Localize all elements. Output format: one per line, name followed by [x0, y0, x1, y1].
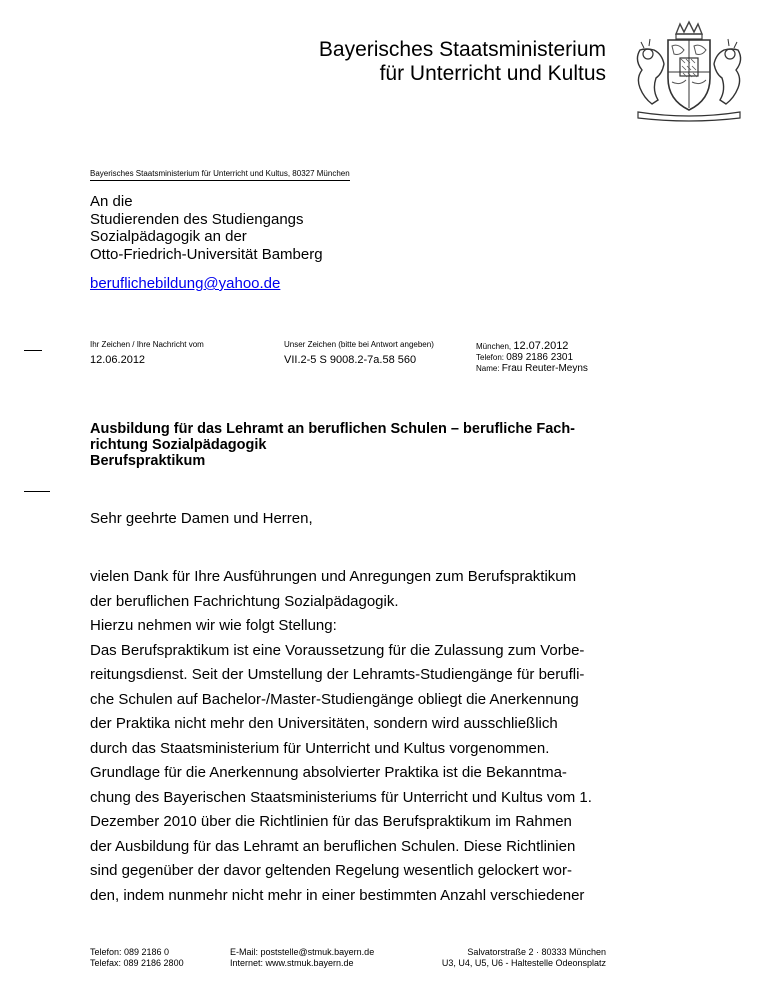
your-reference-label: Ihr Zeichen / Ihre Nachricht vom [90, 340, 204, 349]
name-label: Name: [476, 364, 500, 373]
body-line: chung des Bayerischen Staatsministeriums für Unterricht und Kultus vom 1. [90, 788, 592, 806]
footer-address-block [442, 947, 606, 969]
body-line: der beruflichen Fachrichtung Sozialpädagogik. [90, 592, 399, 610]
fold-mark [24, 491, 50, 492]
body-line: sind gegenüber der davor geltenden Regelung wesentlich gelockert wor- [90, 862, 572, 879]
footer-internet[interactable]: Internet: www.stmuk.bayern.de [230, 958, 354, 968]
ministry-heading [319, 38, 606, 86]
letter-date: 12.07.2012 [513, 340, 569, 352]
subject-line: richtung Sozialpädagogik [90, 437, 267, 453]
recipient-line: An die [90, 193, 133, 210]
ministry-name-line2: für Unterricht und Kultus [379, 62, 606, 85]
recipient-line: Studierenden des Studiengangs [90, 210, 304, 228]
subject-line: Ausbildung für das Lehramt an beruflichen Schulen – berufliche Fach- [90, 421, 576, 437]
body-line: reitungsdienst. Seit der Umstellung der Lehramts-Studiengänge für berufli- [90, 666, 585, 683]
phone-label: Telefon: [476, 353, 505, 362]
our-reference [284, 340, 434, 367]
body-line: der Ausbildung für das Lehramt an beruflichen Schulen. Diese Richtlinien [90, 837, 576, 855]
contact-name: Frau Reuter-Meyns [501, 363, 588, 374]
body-line: Grundlage für die Anerkennung absolvierter Praktika ist die Bekanntma- [90, 764, 567, 781]
body-line: der Praktika nicht mehr den Universitäten, sondern wird ausschließlich [90, 715, 558, 732]
salutation: Sehr geehrte Damen und Herren, [90, 510, 313, 527]
body-line: vielen Dank für Ihre Ausführungen und Anregungen zum Berufspraktikum [90, 568, 577, 585]
letter-subject [90, 421, 630, 469]
recipient-line: Sozialpädagogik an der [90, 228, 247, 245]
recipient-email-link[interactable]: beruflichebildung@yahoo.de [90, 275, 281, 292]
fold-mark [24, 350, 42, 351]
body-line: Das Berufspraktikum ist eine Voraussetzung für die Zulassung zum Vorbe- [90, 641, 585, 659]
footer-email[interactable]: E-Mail: poststelle@stmuk.bayern.de [230, 947, 375, 957]
body-line: che Schulen auf Bachelor-/Master-Studiengänge obliegt die Anerkennung [90, 690, 579, 708]
ministry-name-line1: Bayerisches Staatsministerium [318, 38, 606, 61]
footer-phone: Telefon: 089 2186 0 [90, 947, 170, 957]
your-reference-value: 12.06.2012 [90, 354, 146, 366]
footer-address: Salvatorstraße 2 · 80333 München [467, 947, 606, 957]
sender-return-address: Bayerisches Staatsministerium für Unterricht und Kultus, 80327 München [90, 169, 350, 181]
bavarian-coat-of-arms-icon [630, 20, 748, 124]
footer-phone-block [90, 947, 184, 969]
body-line: Dezember 2010 über die Richtlinien für das Berufspraktikum im Rahmen [90, 813, 572, 830]
our-reference-value: VII.2-5 S 9008.2-7a.58 560 [284, 354, 417, 366]
letter-body [90, 565, 650, 908]
body-line: den, indem nunmehr nicht mehr in einer bestimmten Anzahl verschiedener [90, 886, 585, 904]
your-reference [90, 340, 204, 367]
footer-online-block [230, 947, 374, 969]
footer-fax: Telefax: 089 2186 2800 [90, 958, 184, 968]
place-label: München, [476, 342, 512, 351]
footer-transit: U3, U4, U5, U6 - Haltestelle Odeonsplatz [441, 958, 606, 968]
subject-line: Berufspraktikum [90, 453, 206, 469]
contact-details [476, 341, 588, 374]
body-line: Hierzu nehmen wir wie folgt Stellung: [90, 617, 337, 634]
our-reference-label: Unser Zeichen (bitte bei Antwort angeben) [284, 340, 434, 349]
recipient-line: Otto-Friedrich-Universität Bamberg [90, 245, 323, 263]
contact-phone: 089 2186 2301 [506, 352, 573, 363]
recipient-address [90, 193, 323, 263]
body-line: durch das Staatsministerium für Unterricht und Kultus vorgenommen. [90, 739, 550, 757]
